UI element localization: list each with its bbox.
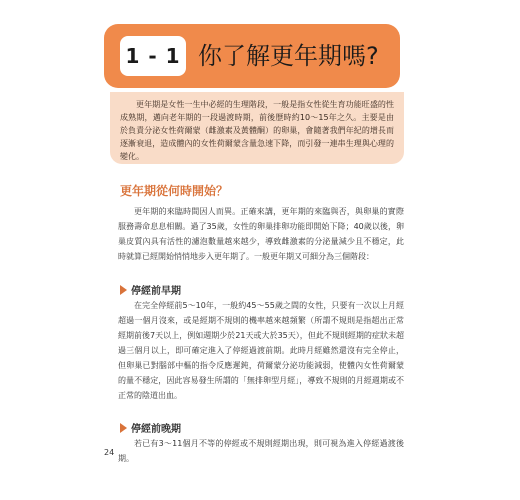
stage-heading-label: 停經前晚期 <box>131 424 181 435</box>
section-heading: 更年期從何時開始？ <box>120 184 229 198</box>
chapter-number: 1 - 1 <box>120 36 186 76</box>
chapter-title: 你了解更年期嗎? <box>198 42 379 70</box>
stage-text-late: 若已有3～11個月不等的停經或不規則經期出現，則可視為進入停經過渡後期。 <box>118 439 404 463</box>
stage-heading-early <box>120 282 181 297</box>
intro-text: 更年期是女性一生中必經的生理階段，一般是指女性從生育功能旺盛的性成熟期，邁向老年期的一段過渡時期，前後歷時約10～15年之久。主要是由於負責分泌女性荷爾蒙（雌激素及黃體酮）的卵巢，會隨著我們年紀的增長而逐漸衰退，造成體內的女性荷爾蒙含量急速下降，而引發一連串生理與心理的變化。 <box>120 100 394 161</box>
intro-box <box>110 92 404 164</box>
page-number: 24 <box>104 448 115 457</box>
stage-heading-late <box>120 420 181 435</box>
triangle-bullet-icon <box>120 423 127 433</box>
stage-text-early: 在完全停經前5～10年，一般約45～55歲之間的女性，只要有一次以上月經超過一個月沒來，或是經期不規則的機率越來越頻繁（所謂不規則是指超出正常經期前後7天以上，例如週期少於21天或大於35天），但此不規則經期的症狀未超過三個月以上，即可確定進入了停經過渡前期。此時月經雖然還沒有完全停止，但卵巢已對腦部中樞的指令反應遲鈍，荷爾蒙分泌功能減弱，使體內女性荷爾蒙的量不穩定，因此容易發生所謂的「無排卵型月經」，導致不規則的月經週期或不正常的陰道出血。 <box>118 301 404 400</box>
section-paragraph: 更年期的來臨時間因人而異。正確來講，更年期的來臨與否，與卵巢的實際服務壽命息息相關。過了35歲，女性的卵巢排卵功能即開始下降；40歲以後，卵巢皮質內具有活性的濾泡數量越來越少，導致雌激素的分泌量減少且不穩定，此時就算已經開始悄悄地步入更年期了。一般更年期又可細分為三個階段： <box>118 207 404 261</box>
stage-heading-label: 停經前早期 <box>131 286 181 297</box>
triangle-bullet-icon <box>120 285 127 295</box>
